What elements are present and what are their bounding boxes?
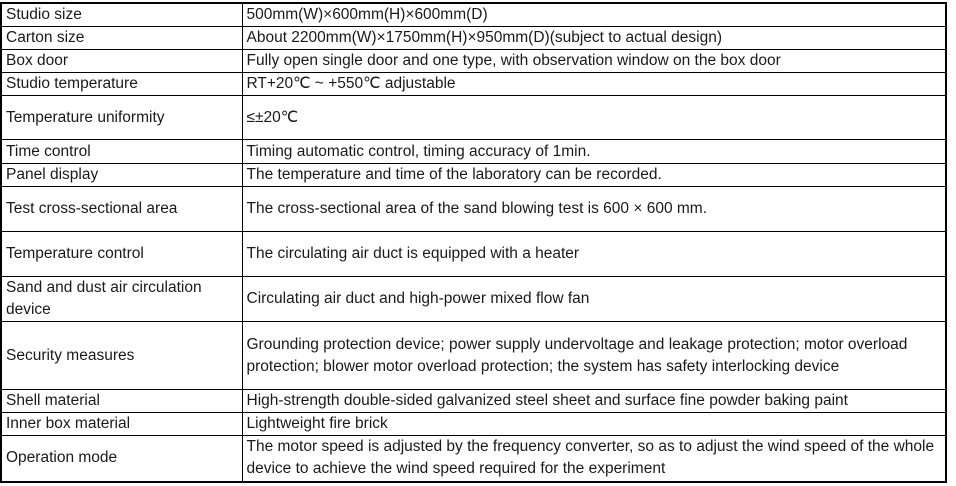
- spec-value: The temperature and time of the laboratory can be recorded.: [242, 164, 946, 187]
- spec-row-operation-mode: [1, 436, 946, 482]
- spec-row-carton-size: [1, 27, 946, 50]
- spec-row-sand-dust-air-circulation-device: [1, 277, 946, 322]
- spec-row-test-cross-sectional-area: [1, 187, 946, 232]
- spec-row-time-control: [1, 140, 946, 164]
- spec-label: Carton size: [1, 27, 242, 50]
- spec-value: About 2200mm(W)×1750mm(H)×950mm(D)(subject to actual design): [242, 27, 946, 50]
- spec-row-studio-temperature: [1, 73, 946, 96]
- spec-row-temperature-control: [1, 232, 946, 277]
- spec-row-panel-display: [1, 164, 946, 187]
- spec-label: Studio temperature: [1, 73, 242, 96]
- spec-value: RT+20℃ ~ +550℃ adjustable: [242, 73, 946, 96]
- spec-label: Studio size: [1, 3, 242, 27]
- spec-label: Box door: [1, 50, 242, 73]
- spec-label: Shell material: [1, 390, 242, 413]
- spec-value: 500mm(W)×600mm(H)×600mm(D): [242, 3, 946, 27]
- spec-row-studio-size: [1, 3, 946, 27]
- spec-label: Inner box material: [1, 413, 242, 436]
- spec-label: Temperature uniformity: [1, 96, 242, 140]
- spec-row-security-measures: [1, 322, 946, 390]
- spec-label: Temperature control: [1, 232, 242, 277]
- spec-row-box-door: [1, 50, 946, 73]
- spec-value: High-strength double-sided galvanized steel sheet and surface fine powder baking paint: [242, 390, 946, 413]
- spec-value: Lightweight fire brick: [242, 413, 946, 436]
- spec-row-temperature-uniformity: [1, 96, 946, 140]
- specifications-table: [0, 2, 947, 483]
- spec-label: Sand and dust air circulation device: [1, 277, 242, 322]
- spec-label: Test cross-sectional area: [1, 187, 242, 232]
- spec-row-inner-box-material: [1, 413, 946, 436]
- spec-value: Fully open single door and one type, with observation window on the box door: [242, 50, 946, 73]
- spec-value: Timing automatic control, timing accuracy of 1min.: [242, 140, 946, 164]
- spec-value: The circulating air duct is equipped with a heater: [242, 232, 946, 277]
- spec-value: Grounding protection device; power supply undervoltage and leakage protection; motor overload protection; blower motor overload protection; the system has safety interlocking device: [242, 322, 946, 390]
- spec-label: Panel display: [1, 164, 242, 187]
- spec-label: Security measures: [1, 322, 242, 390]
- spec-value: The motor speed is adjusted by the frequency converter, so as to adjust the wind speed of the whole device to achieve the wind speed required for the experiment: [242, 436, 946, 482]
- spec-row-shell-material: [1, 390, 946, 413]
- spec-value: ≤±20℃: [242, 96, 946, 140]
- spec-label: Operation mode: [1, 436, 242, 482]
- spec-label: Time control: [1, 140, 242, 164]
- spec-value: The cross-sectional area of the sand blowing test is 600 × 600 mm.: [242, 187, 946, 232]
- spec-value: Circulating air duct and high-power mixed flow fan: [242, 277, 946, 322]
